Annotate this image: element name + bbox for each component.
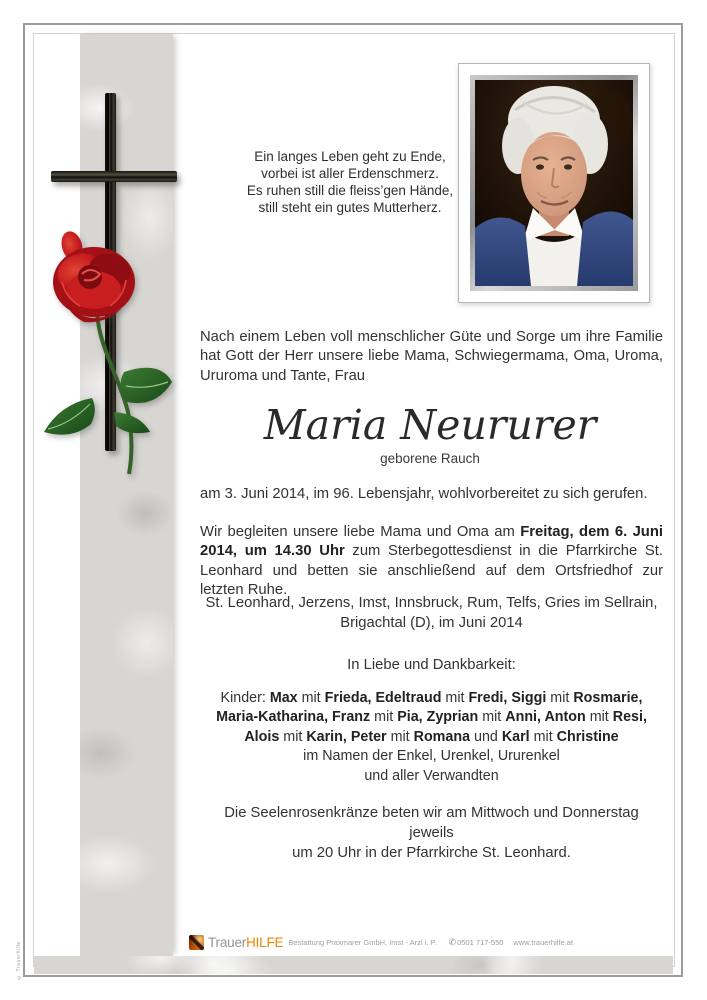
phone-icon: ✆ bbox=[448, 936, 457, 947]
funeral-home-footer bbox=[189, 933, 573, 951]
website-text: www.trauerhilfe.at bbox=[513, 937, 574, 947]
company-line: Bestattung Praxmarer GmbH, Imst - Arzl i. P. bbox=[288, 937, 437, 947]
brand-trauer-text: Trauer bbox=[208, 934, 247, 950]
memorial-poem: Ein langes Leben geht zu Ende, vorbei ist aller Erdenschmerz. Es ruhen still die fleiss’gen Hände, still steht ein gutes Mutterherz. bbox=[246, 149, 454, 215]
brand-hilfe-text: HILFE bbox=[246, 934, 284, 950]
bottom-texture-band bbox=[34, 956, 673, 974]
trauerhilfe-logo-icon bbox=[189, 935, 204, 950]
phone-number: 0501 717-550 bbox=[457, 937, 504, 947]
funeral-announcement: Wir begleiten unsere liebe Mama und Oma am Freitag, dem 6. Juni 2014, um 14.30 Uhr zum Sterbegottesdienst in die Pfarrkirche St. Leonhard und betten sie anschließend auf dem Ortsfriedhof zur letzten Ruhe. bbox=[200, 524, 663, 599]
intro-paragraph: Nach einem Leben voll menschlicher Güte und Sorge um ihre Familie hat Gott der Herr unsere liebe Mama, Schwiegermama, Oma, Uroma, Ururoma und Tante, Frau bbox=[200, 329, 663, 384]
death-date-line: am 3. Juni 2014, im 96. Lebensjahr, wohlvorbereitet zu sich gerufen. bbox=[200, 486, 648, 502]
family-names: Kinder: Max mit Frieda, Edeltraud mit Fredi, Siggi mit Rosmarie, Maria-Katharina, Franz mit Pia, Zyprian mit Anni, Anton mit Resi, Alois mit Karin, Peter mit Romana und Karl mit Christine im Namen der Enkel, Urenkel, Ururenkel und aller Verwandten bbox=[216, 690, 647, 784]
rose-illustration bbox=[28, 222, 178, 477]
portrait-photo bbox=[475, 80, 633, 286]
places-line: St. Leonhard, Jerzens, Imst, Innsbruck, Rum, Telfs, Gries im Sellrain, Brigachtal (D), im Juni 2014 bbox=[205, 595, 658, 631]
copyright-watermark: © Trauerhilfe bbox=[16, 941, 22, 980]
portrait-bevel bbox=[470, 75, 638, 291]
trauerhilfe-brand bbox=[208, 935, 283, 950]
maiden-name: geborene Rauch bbox=[380, 451, 480, 466]
deceased-name: Maria Neururer bbox=[263, 401, 597, 449]
gratitude-line: In Liebe und Dankbarkeit: bbox=[347, 657, 516, 673]
rosary-notice: Die Seelenrosenkränze beten wir am Mittwoch und Donnerstag jeweils um 20 Uhr in der Pfarrkirche St. Leonhard. bbox=[224, 805, 639, 861]
phone-line bbox=[449, 937, 504, 948]
